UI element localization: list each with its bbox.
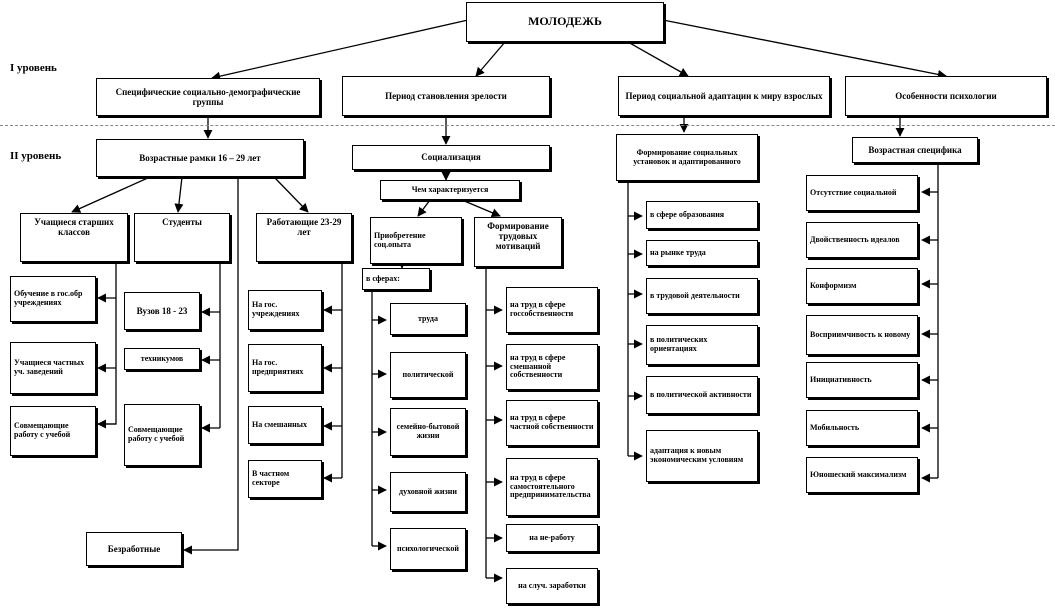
specifics-item: Отсутствие социальной [806,175,918,211]
sphere-item: политической [390,352,466,398]
motivation-item: на труд в сфере смешанной собственности [506,344,598,390]
arrow-age-senior [72,177,150,212]
arrow-title-maturity [476,42,505,76]
level-two-label: II уровень [10,150,62,162]
specifics-item: Мобильность [806,410,918,446]
formation-item: в политических ориентациях [646,325,758,365]
arrow-title-specific [212,20,468,78]
senior-item: Учащиеся частных уч. заведений [10,342,96,394]
formation-item: в сфере образования [646,201,758,229]
maturity-box: Период становления зрелости [342,76,550,116]
level-separator [0,125,1055,126]
age-specifics-box: Возрастная специфика [852,137,978,163]
arrow-age-students [178,177,182,212]
characterized-box: Чем характеризуется [380,180,520,200]
formation-item: на рынке труда [646,240,758,266]
formation-item: в трудовой деятельности [646,278,758,314]
motivation-item: на случ. заработки [506,568,598,604]
sphere-item: труда [390,303,466,335]
workers-item: На смешанных [248,406,322,444]
psychology-box: Особенности психологии [845,76,1047,116]
students-box: Студенты [134,213,230,262]
adaptation-box: Период социальной адаптации к миру взрослых [618,76,830,116]
arrow-title-psychology [663,20,946,76]
motivation-item: на не-работу [506,524,598,552]
students-item: Совмещающие работу с учебой [124,404,200,466]
specifics-item: Юношеский максимализм [806,457,918,493]
arrow-age-workers [274,177,308,212]
acquisition-box: Приобретение соц.опыта [370,217,462,264]
age-range-box: Возрастные рамки 16 – 29 лет [96,139,304,177]
specific-groups-box: Специфические социально-демографические группы [96,78,320,116]
sphere-item: семейно-бытовой жизни [390,408,466,456]
motivation-item: на труд в сфере самостоятельного предпринимательства [506,458,598,516]
motivation-item: на труд в сфере частной собственности [506,400,598,446]
level-one-label: I уровень [10,62,57,74]
sphere-item: психологической [390,528,466,570]
specifics-item: Инициативность [806,362,918,398]
specifics-item: Восприимчивость к новому [806,315,918,355]
formation-item: в политической активности [646,376,758,414]
senior-pupils-box: Учащиеся старших классов [20,213,128,262]
spheres-box: в сферах: [362,268,430,290]
students-item: Вузов 18 - 23 [124,292,200,330]
motivation-item: на труд в сфере госсобственности [506,287,598,333]
workers-item: На гос. учреждениях [248,290,322,330]
students-item: техникумов [124,348,200,370]
specifics-item: Конформизм [806,268,918,304]
workers-item: В частном секторе [248,460,322,498]
formation-item: адаптация к новым экономическим условиям [646,430,758,482]
senior-item: Обучение в гос.обр учреждениях [10,276,96,322]
socialization-box: Социализация [352,145,550,170]
senior-item: Совмещающие работу с учебой [10,406,96,456]
workers-item: На гос. предприятиях [248,344,322,392]
sphere-item: духовной жизни [390,472,466,512]
arrow-title-adaptation [628,42,688,76]
title-box: МОЛОДЕЖЬ [466,2,664,42]
formation-box: Формирование социальных установок и адаптированного [616,134,758,181]
workers-box: Работающие 23-29 лет [256,213,352,262]
specifics-item: Двойственность идеалов [806,222,918,258]
motivation-box: Формирование трудовых мотиваций [474,217,562,267]
unemployed-box: Безработные [86,532,182,566]
